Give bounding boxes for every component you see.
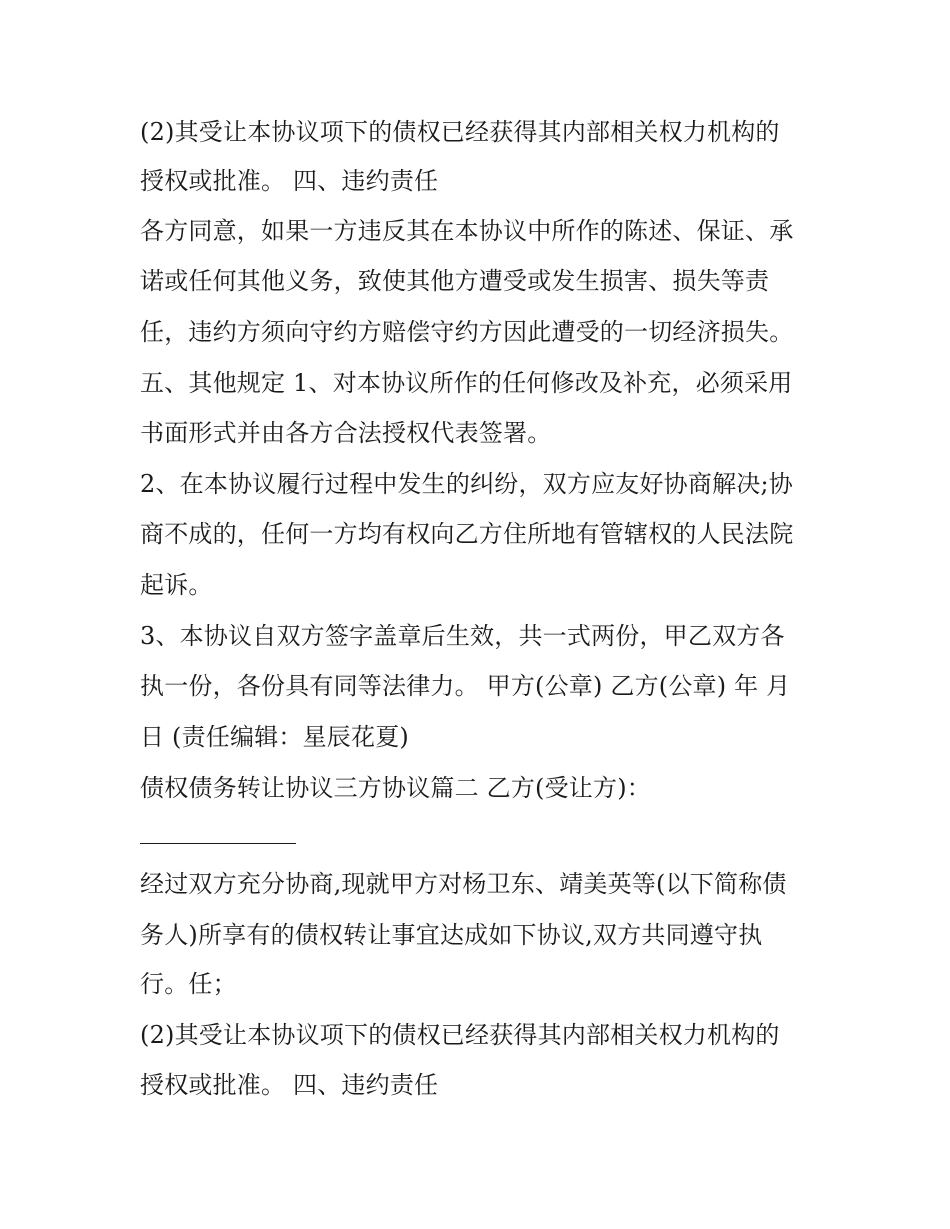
text-line: 商不成的，任何一方均有权向乙方住所地有管辖权的人民法院 xyxy=(140,520,794,548)
text-line: 任，违约方须向守约方赔偿守约方因此遭受的一切经济损失。 xyxy=(140,318,794,346)
text-line: 授权或批准。 四、违约责任 xyxy=(140,1071,439,1099)
text-line: 五、其他规定 1、对本协议所作的任何修改及补充，必须采用 xyxy=(140,369,793,397)
text-line: 债权债务转让协议三方协议篇二 乙方(受让方)： xyxy=(140,774,651,802)
text-line: 诺或任何其他义务，致使其他方遭受或发生损害、损失等责 xyxy=(140,267,770,295)
text-line: 日 (责任编辑：星辰花夏) xyxy=(140,723,409,751)
signature-blank-line xyxy=(140,843,296,844)
text-line: (2)其受让本协议项下的债权已经获得其内部相关权力机构的 xyxy=(140,1021,780,1049)
text-line: 各方同意，如果一方违反其在本协议中所作的陈述、保证、承 xyxy=(140,217,794,245)
text-line: 起诉。 xyxy=(140,571,213,599)
text-line: 3、本协议自双方签字盖章后生效，共一式两份，甲乙双方各 xyxy=(140,622,785,650)
text-line: 2、在本协议履行过程中发生的纠纷，双方应友好协商解决;协 xyxy=(140,470,793,498)
text-line: 务人)所享有的债权转让事宜达成如下协议,双方共同遵守执 xyxy=(140,921,763,949)
text-line: 授权或批准。 四、违约责任 xyxy=(140,167,439,195)
text-line: 行。任； xyxy=(140,970,237,998)
text-line: 执一份，各份具有同等法律力。 甲方(公章) 乙方(公章) 年 月 xyxy=(140,672,791,700)
text-line: (2)其受让本协议项下的债权已经获得其内部相关权力机构的 xyxy=(140,118,780,146)
text-line: 书面形式并由各方合法授权代表签署。 xyxy=(140,419,552,447)
text-line: 经过双方充分协商,现就甲方对杨卫东、靖美英等(以下简称债 xyxy=(140,870,787,898)
